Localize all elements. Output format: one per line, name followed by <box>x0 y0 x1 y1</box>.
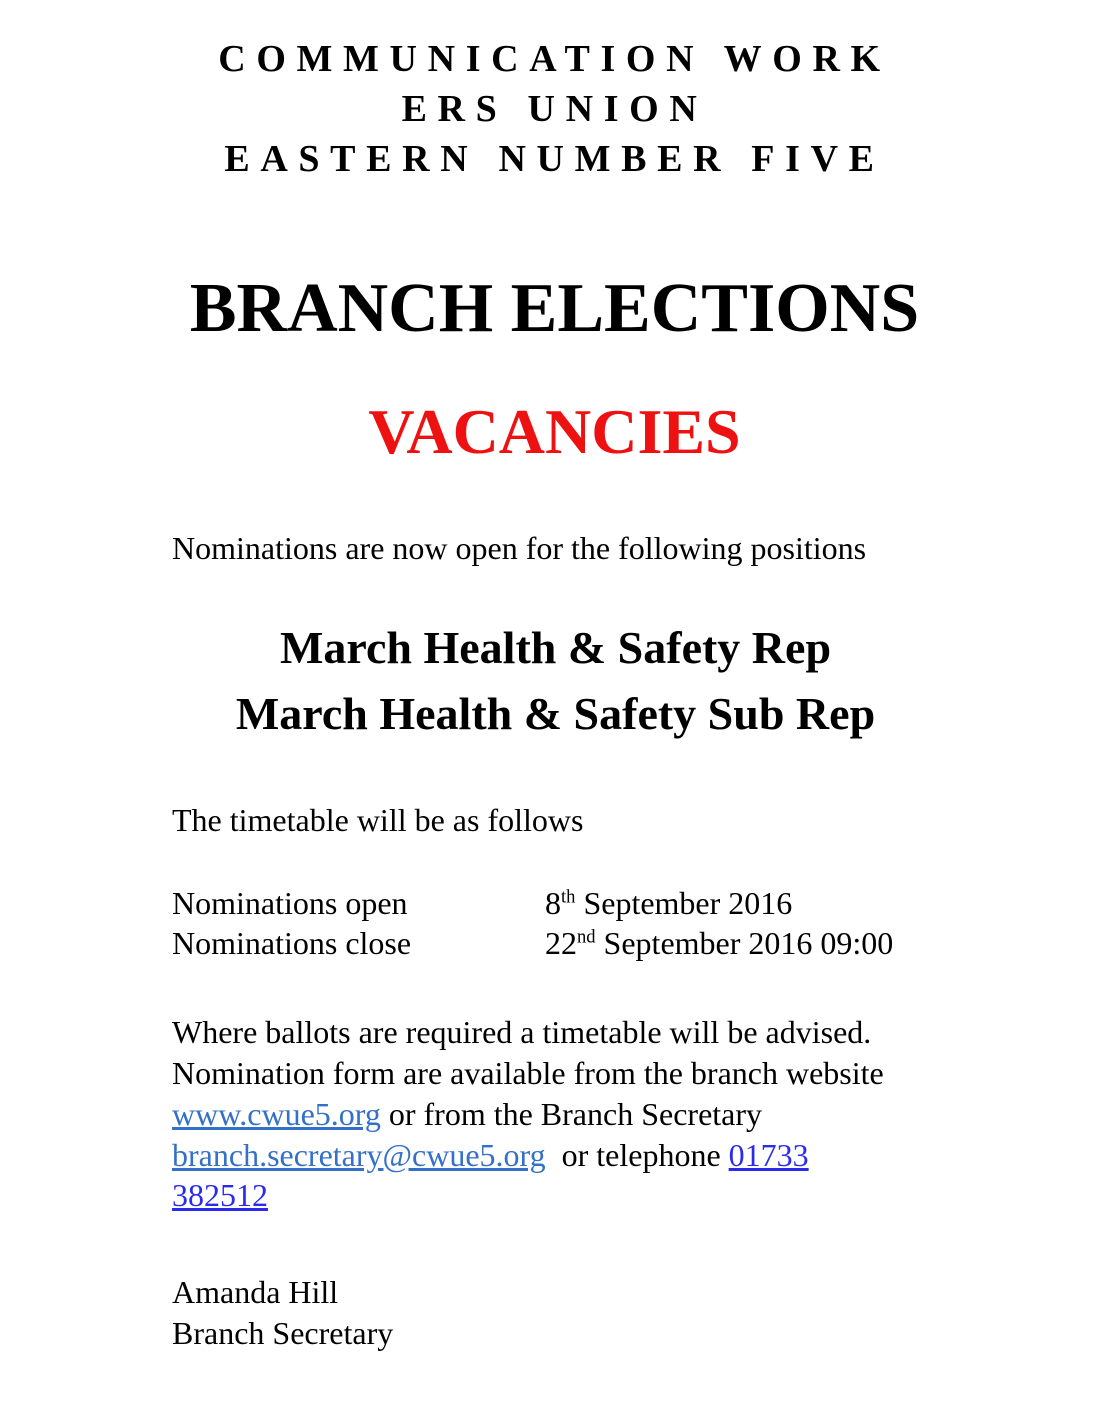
position-march-hs-rep: March Health & Safety Rep <box>279 622 832 674</box>
timetable-label-close: Nominations close <box>172 925 412 962</box>
nominations-open-intro: Nominations are now open for the following positions <box>172 530 867 567</box>
position-march-hs-sub-rep: March Health & Safety Sub Rep <box>235 687 876 739</box>
ballot-info-line-4 <box>172 1135 959 1176</box>
open-date-rest: September 2016 <box>575 885 793 922</box>
branch-elections-title: BRANCH ELECTIONS <box>189 270 920 348</box>
timetable-value-open <box>545 883 959 923</box>
telephone-link-part-1[interactable]: 01733 <box>728 1136 809 1173</box>
union-name-line-3: EASTERN NUMBER FIVE <box>224 138 885 181</box>
branch-website-link[interactable]: www.cwue5.org <box>172 1095 381 1132</box>
union-name-line-1: COMMUNICATION WORK <box>218 38 891 80</box>
timetable-heading: The timetable will be as follows <box>172 802 584 839</box>
close-date-ordinal: nd <box>577 926 596 948</box>
ballot-info-line-3 <box>172 1094 959 1135</box>
timetable-value-close <box>545 923 959 963</box>
timetable <box>172 883 959 964</box>
union-name-header <box>0 34 1109 184</box>
union-name-line-2: ERS UNION <box>401 88 708 131</box>
vacant-positions-list <box>112 615 999 746</box>
notice-body <box>172 528 959 1354</box>
close-date-day: 22 <box>545 925 577 962</box>
signature-role: Branch Secretary <box>172 1315 394 1352</box>
ballot-info-line-1: Where ballots are required a timetable will be advised. <box>172 1013 872 1050</box>
open-date-day: 8 <box>545 885 561 922</box>
signature-name: Amanda Hill <box>172 1274 339 1311</box>
between-links-text: or telephone <box>545 1136 729 1173</box>
ballot-info-line-2: Nomination form are available from the branch website <box>172 1054 884 1091</box>
ballot-info-paragraph <box>172 1012 959 1217</box>
vacancies-heading: VACANCIES <box>368 396 741 468</box>
signature-block <box>172 1272 959 1354</box>
close-date-rest: September 2016 09:00 <box>595 925 894 962</box>
timetable-row-nominations-close <box>172 923 959 963</box>
branch-secretary-email-link[interactable]: branch.secretary@cwue5.org <box>172 1136 546 1173</box>
ballot-info-line-5 <box>172 1175 959 1216</box>
after-website-text: or from the Branch Secretary <box>380 1095 763 1132</box>
telephone-link-part-2[interactable]: 382512 <box>172 1177 268 1214</box>
timetable-label-open: Nominations open <box>172 885 408 922</box>
open-date-ordinal: th <box>561 886 576 908</box>
timetable-row-nominations-open <box>172 883 959 923</box>
